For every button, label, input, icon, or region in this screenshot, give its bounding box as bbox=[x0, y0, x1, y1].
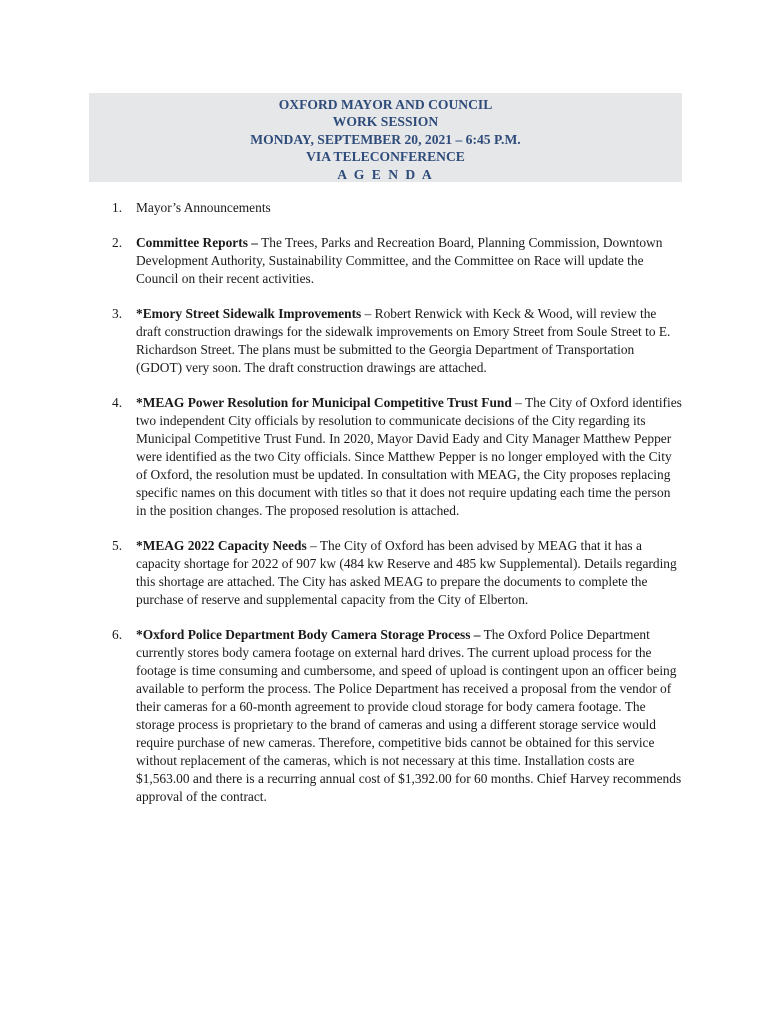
agenda-item-meag-capacity-needs bbox=[112, 537, 682, 609]
agenda-item-text: – The City of Oxford has been advised by MEAG that it has a capacity shortage for 2022 of 907 kw (484 kw Reserve and 485 kw Supplemental). Details regarding this shortage are attached. The City has asked MEAG to prepare the documents to complete the purchase of reserve and supplemental capacity from the City of Elberton. bbox=[136, 538, 677, 607]
agenda-item-committee-reports bbox=[112, 234, 682, 288]
agenda-header bbox=[89, 93, 682, 182]
agenda-item-number: 4. bbox=[112, 395, 123, 410]
agenda-item-number: 3. bbox=[112, 306, 123, 321]
header-session-type: WORK SESSION bbox=[332, 114, 439, 130]
agenda-item-number: 2. bbox=[112, 235, 123, 250]
agenda-item-title: *Emory Street Sidewalk Improvements bbox=[136, 306, 362, 321]
agenda-item-text: The Oxford Police Department currently stores body camera footage on external hard drives. The current upload process for the footage is time consuming and cumbersome, and speed of upload is contingent upon an officer being available to perform the process. The Police Department has received a proposal from the vendor of their cameras for a 60-month agreement to provide cloud storage for body camera footage. The storage process is proprietary to the brand of cameras and using a different storage service would require purchase of new cameras. Therefore, competitive bids cannot be obtained for this service without replacement of the cameras, which is not necessary at this time. Installation costs are $1,563.00 and there is a recurring annual cost of $1,392.00 for 60 months. Chief Harvey recommends approval of the contract. bbox=[136, 627, 682, 804]
agenda-item-number: 6. bbox=[112, 627, 123, 642]
agenda-item-text: – Robert Renwick with Keck & Wood, will review the draft construction drawings for the sidewalk improvements on Emory Street from Soule Street to E. Richardson Street. The plans must be submitted to the Georgia Department of Transportation (GDOT) very soon. The draft construction drawings are attached. bbox=[136, 306, 671, 375]
agenda-item-text: The Trees, Parks and Recreation Board, Planning Commission, Downtown Development Authority, Sustainability Committee, and the Committee on Race will update the Council on their recent activities. bbox=[136, 235, 663, 286]
agenda-item-mayors-announcements bbox=[112, 199, 682, 217]
agenda-item-number: 5. bbox=[112, 538, 123, 553]
agenda-item-title: Committee Reports – bbox=[136, 235, 258, 250]
header-agenda-title: A G E N D A bbox=[337, 166, 434, 182]
agenda-item-text: Mayor’s Announcements bbox=[136, 200, 271, 215]
agenda-item-text: – The City of Oxford identifies two independent City officials by resolution to communicate decisions of the City regarding its Municipal Competitive Trust Fund. In 2020, Mayor David Eady and City Manager Matthew Pepper were identified as the two City officials. Since Matthew Pepper is no longer employed with the City of Oxford, the resolution must be updated. In consultation with MEAG, the City proposes replacing specific names on this document with titles so that it does not require updating each time the person in the position changes. The proposed resolution is attached. bbox=[136, 395, 682, 518]
agenda-item-title: *Oxford Police Department Body Camera Storage Process – bbox=[136, 627, 481, 642]
agenda-item-title: *MEAG 2022 Capacity Needs bbox=[136, 538, 307, 553]
agenda-item-meag-resolution bbox=[112, 394, 682, 520]
header-organization: OXFORD MAYOR AND COUNCIL bbox=[278, 97, 493, 112]
agenda-item-title: *MEAG Power Resolution for Municipal Competitive Trust Fund bbox=[136, 395, 512, 410]
header-date-time: MONDAY, SEPTEMBER 20, 2021 – 6:45 P.M. bbox=[250, 131, 521, 147]
agenda-item-emory-street-sidewalk bbox=[112, 305, 682, 377]
agenda-item-number: 1. bbox=[112, 200, 123, 215]
agenda-list bbox=[112, 199, 682, 823]
header-meeting-format: VIA TELECONFERENCE bbox=[306, 149, 465, 165]
agenda-item-body-camera-storage bbox=[112, 626, 682, 806]
